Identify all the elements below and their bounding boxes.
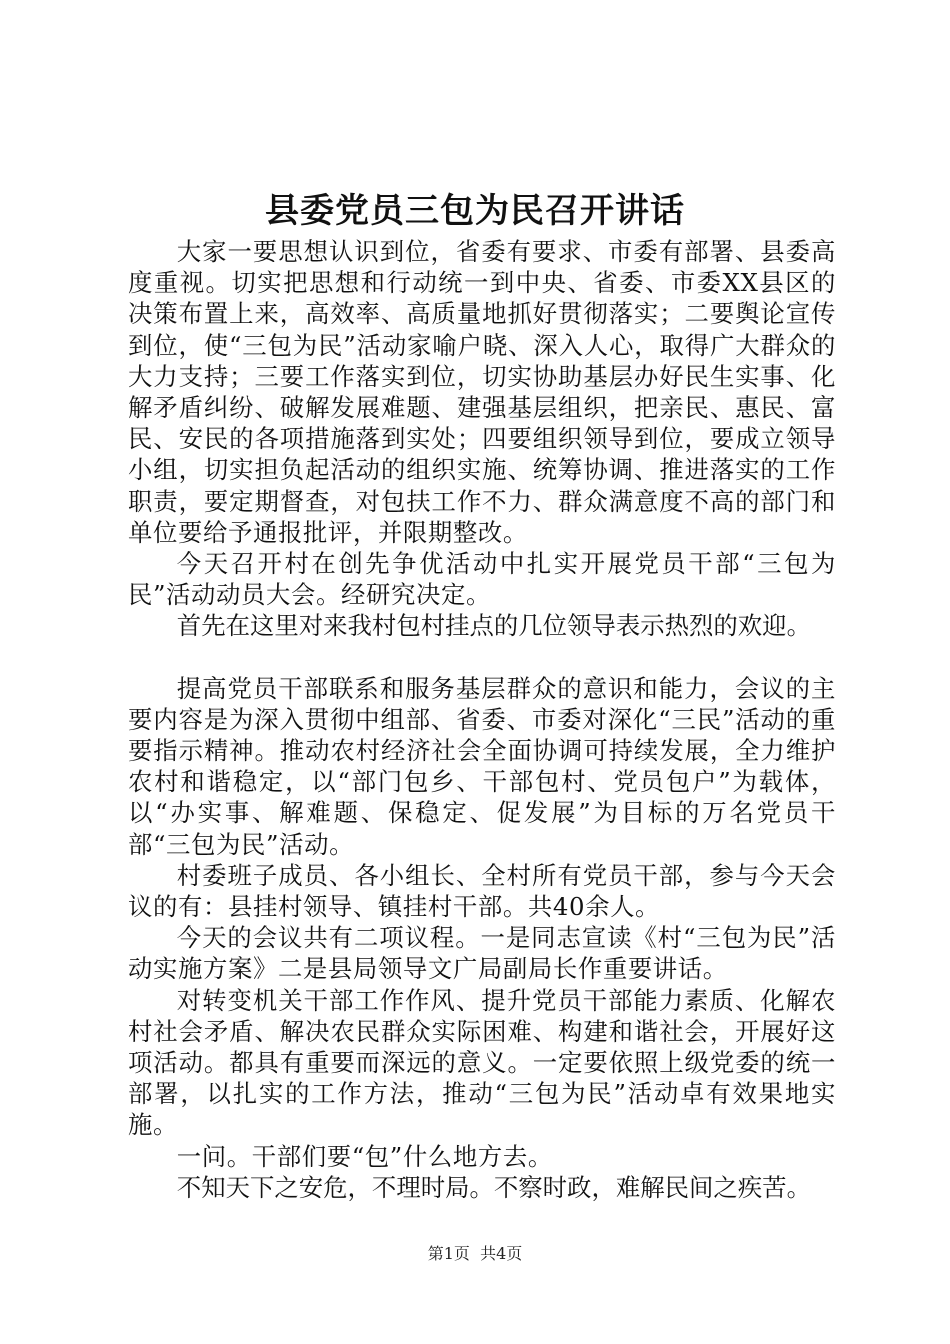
document-title: 县委党员三包为民召开讲话 (265, 191, 685, 231)
blank-line (128, 642, 836, 673)
paragraph-4: 提高党员干部联系和服务基层群众的意识和能力，会议的主要内容是为深入贯彻中组部、省委、市委对深化“三民”活动的重要指示精神。推动农村经济社会全面协调可持续发展，全力维护农村和谐稳定，以“部门包乡、干部包村、党员包户”为载体，以“办实事、解难题、保稳定、促发展”为目标的万名党员干部“三包为民”活动。 (128, 673, 836, 859)
page-total: 共4页 (480, 1244, 523, 1263)
paragraph-2: 今天召开村在创先争优活动中扎实开展党员干部“三包为民”活动动员大会。经研究决定。 (128, 549, 836, 610)
paragraph-8: 一问。干部们要“包”什么地方去。 (176, 1141, 553, 1171)
paragraph-1: 大家一要思想认识到位，省委有要求、市委有部署、县委高度重视。切实把思想和行动统一到中央、省委、市委XX县区的决策布置上来，高效率、高质量地抓好贯彻落实；二要舆论宣传到位，使“三包为民”活动家喻户晓、深入人心，取得广大群众的大力支持；三要工作落实到位，切实协助基层办好民生实事、化解矛盾纠纷、破解发展难题、建强基层组织，把亲民、惠民、富民、安民的各项措施落到实处；四要组织领导到位，要成立领导小组，切实担负起活动的组织实施、统筹协调、推进落实的工作职责，要定期督查，对包扶工作不力、群众满意度不高的部门和单位要给予通报批评，并限期整改。 (128, 237, 836, 547)
paragraph-3: 首先在这里对来我村包村挂点的几位领导表示热烈的欢迎。 (176, 611, 811, 641)
paragraph-9: 不知天下之安危，不理时局。不察时政，难解民间之疾苦。 (176, 1172, 811, 1202)
paragraph-7: 对转变机关干部工作作风、提升党员干部能力素质、化解农村社会矛盾、解决农民群众实际困难、构建和谐社会，开展好这项活动。都具有重要而深远的意义。一定要依照上级党委的统一部署，以扎实的工作方法，推动“三包为民”活动卓有效果地实施。 (128, 985, 836, 1140)
document-body (128, 236, 836, 1203)
page-number: 第1页 (427, 1244, 470, 1263)
paragraph-6: 今天的会议共有二项议程。一是同志宣读《村“三包为民”活动实施方案》二是县局领导文广局副局长作重要讲话。 (128, 923, 836, 984)
page-footer (0, 1243, 950, 1265)
paragraph-5: 村委班子成员、各小组长、全村所有党员干部，参与今天会议的有：县挂村领导、镇挂村干部。共40余人。 (128, 860, 836, 922)
